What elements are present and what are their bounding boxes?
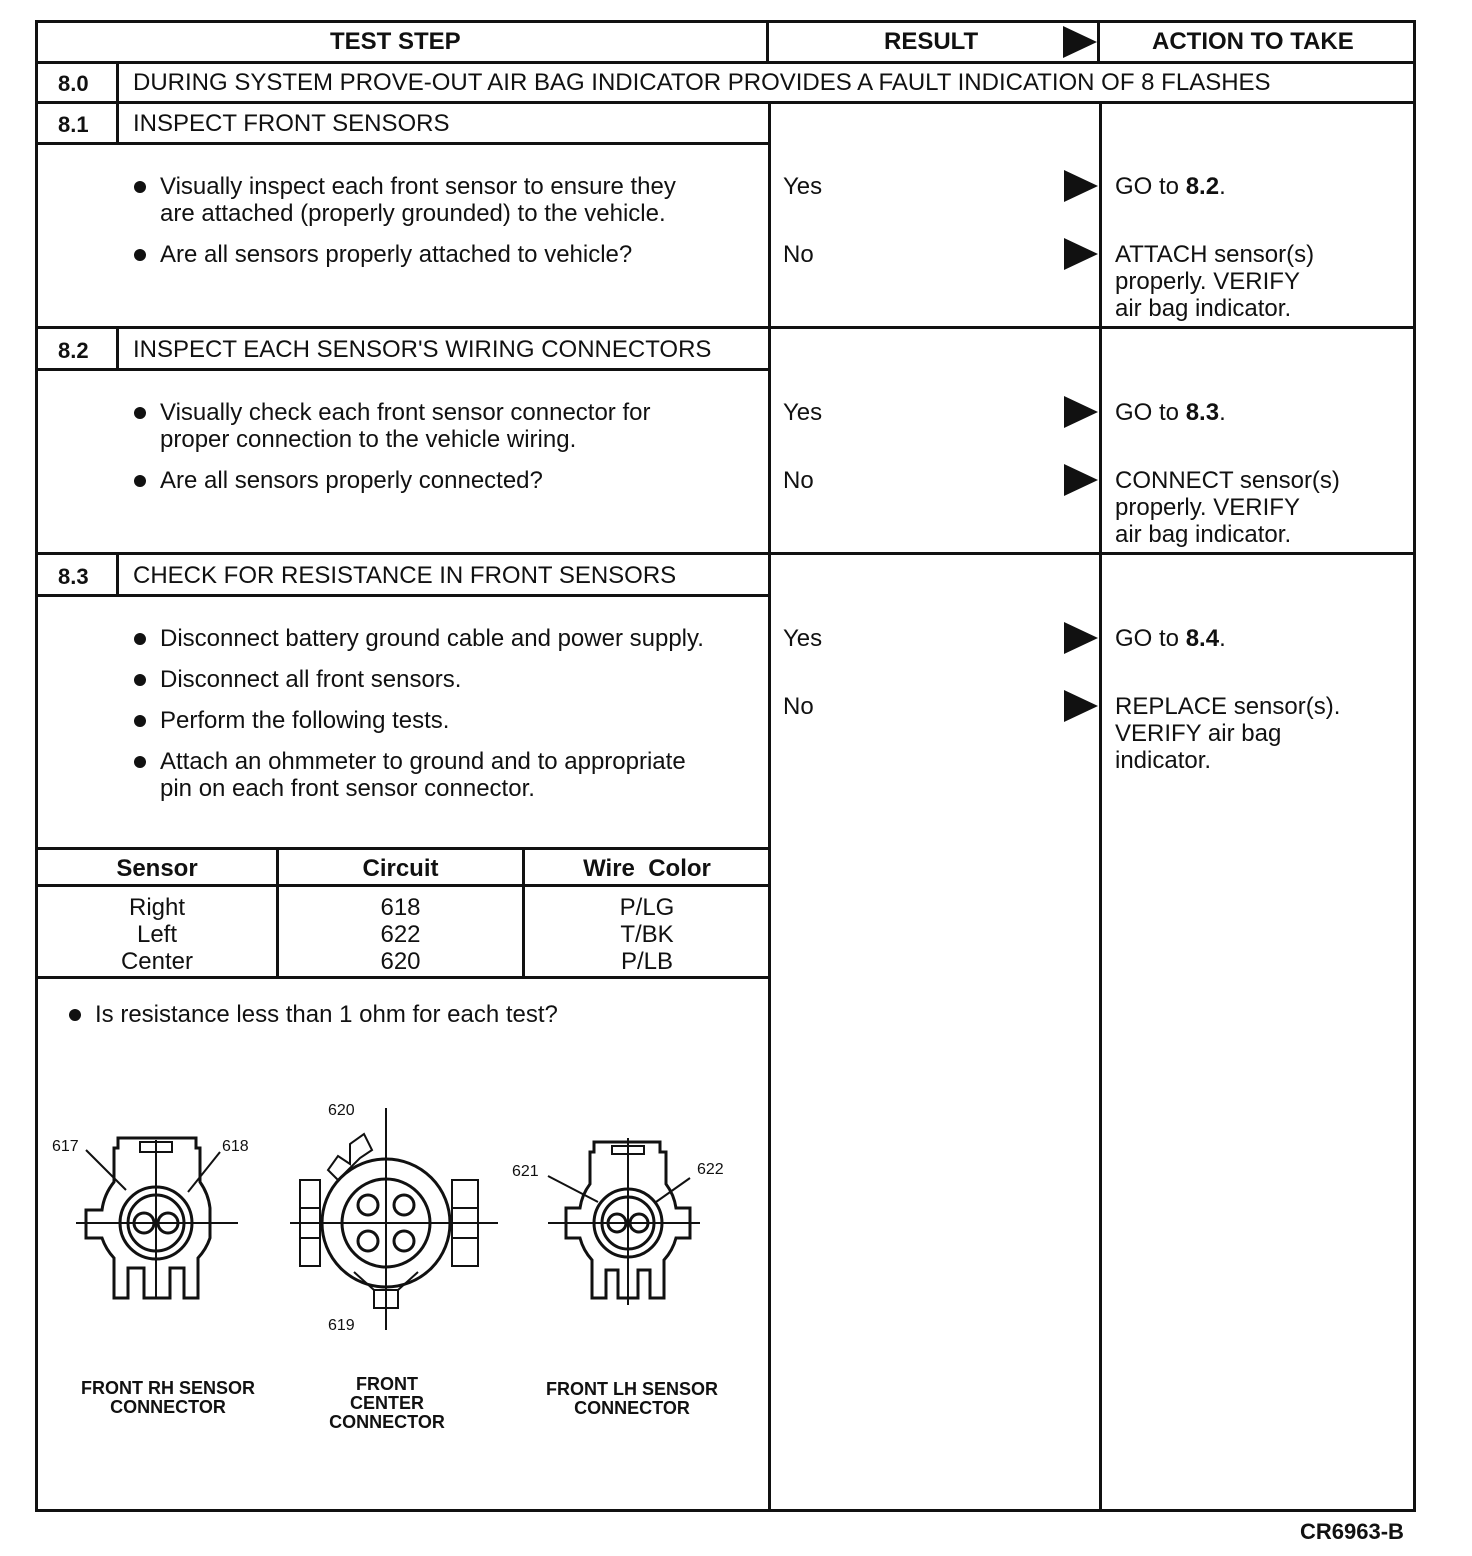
action-no: ATTACH sensor(s) properly. VERIFY air bag indicator. xyxy=(1115,241,1315,322)
bullet-icon xyxy=(134,181,146,193)
connector-diagrams xyxy=(38,1090,766,1330)
step-number-8-1: 8.1 xyxy=(58,112,89,137)
table-cell: 618 xyxy=(380,894,421,921)
pin-label-619: 619 xyxy=(328,1317,355,1334)
result-no: No xyxy=(783,693,814,720)
table-cell: Right xyxy=(128,894,186,921)
result-yes: Yes xyxy=(783,399,823,426)
caption-front-lh-connector: FRONT LH SENSOR CONNECTOR xyxy=(545,1379,718,1418)
bullet-icon xyxy=(134,674,146,686)
table-cell: 622 xyxy=(380,921,421,948)
step-number-8-3: 8.3 xyxy=(58,564,89,589)
result-arrow-icon xyxy=(1064,238,1098,270)
result-no: No xyxy=(783,467,814,494)
action-no: CONNECT sensor(s) properly. VERIFY air bag indicator. xyxy=(1115,467,1340,548)
front-lh-connector-drawing xyxy=(548,1138,700,1305)
result-arrow-icon xyxy=(1064,464,1098,496)
sensor-table-header-circuit: Circuit xyxy=(362,855,439,882)
result-arrow-icon xyxy=(1064,622,1098,654)
action-yes: GO to 8.3. xyxy=(1115,399,1226,426)
bullet-icon xyxy=(69,1009,81,1021)
caption-front-rh-connector: FRONT RH SENSOR CONNECTOR xyxy=(80,1378,255,1417)
pin-label-622: 622 xyxy=(697,1161,724,1178)
bullet-icon xyxy=(134,756,146,768)
bullet-icon xyxy=(134,249,146,261)
front-center-connector-drawing xyxy=(290,1108,498,1330)
caption-front-center-connector: FRONT CENTER CONNECTOR xyxy=(329,1374,445,1432)
step-title-8-1: INSPECT FRONT SENSORS xyxy=(133,110,450,137)
table-cell: Center xyxy=(120,948,194,975)
result-yes: Yes xyxy=(783,173,823,200)
step-number-8-2: 8.2 xyxy=(58,338,89,363)
pin-label-618: 618 xyxy=(222,1138,249,1155)
step-title-8-0: DURING SYSTEM PROVE-OUT AIR BAG INDICATOR PROVIDES A FAULT INDICATION OF 8 FLASHES xyxy=(133,69,1271,96)
pin-label-617: 617 xyxy=(52,1138,79,1155)
result-arrow-icon xyxy=(1064,690,1098,722)
pin-label-620: 620 xyxy=(328,1102,355,1119)
header-test-step: TEST STEP xyxy=(330,28,461,55)
front-rh-connector-drawing xyxy=(76,1138,238,1298)
header-action: ACTION TO TAKE xyxy=(1152,28,1354,55)
step-title-8-3: CHECK FOR RESISTANCE IN FRONT SENSORS xyxy=(133,562,677,589)
bullet-icon xyxy=(134,633,146,645)
step-title-8-2: INSPECT EACH SENSOR'S WIRING CONNECTORS xyxy=(133,336,712,363)
action-yes: GO to 8.4. xyxy=(1115,625,1226,652)
bullet-icon xyxy=(134,715,146,727)
table-cell: 620 xyxy=(380,948,421,975)
action-yes: GO to 8.2. xyxy=(1115,173,1226,200)
action-no: REPLACE sensor(s). VERIFY air bag indicator. xyxy=(1115,693,1341,774)
header-result: RESULT xyxy=(884,28,979,55)
sensor-table-header-sensor: Sensor xyxy=(116,855,198,882)
table-cell: Left xyxy=(136,921,178,948)
table-cell: P/LG xyxy=(619,894,675,921)
sensor-table-header-wire-color: Wire Color xyxy=(583,855,711,882)
step-number-8-0: 8.0 xyxy=(58,71,89,96)
header-arrow-icon xyxy=(1063,26,1097,58)
result-arrow-icon xyxy=(1064,170,1098,202)
table-cell: T/BK xyxy=(620,921,674,948)
pin-label-621: 621 xyxy=(512,1163,539,1180)
bullet-icon xyxy=(134,407,146,419)
figure-id: CR6963-B xyxy=(1300,1519,1404,1544)
result-arrow-icon xyxy=(1064,396,1098,428)
result-yes: Yes xyxy=(783,625,823,652)
table-cell: P/LB xyxy=(620,948,674,975)
bullet-icon xyxy=(134,475,146,487)
result-no: No xyxy=(783,241,814,268)
